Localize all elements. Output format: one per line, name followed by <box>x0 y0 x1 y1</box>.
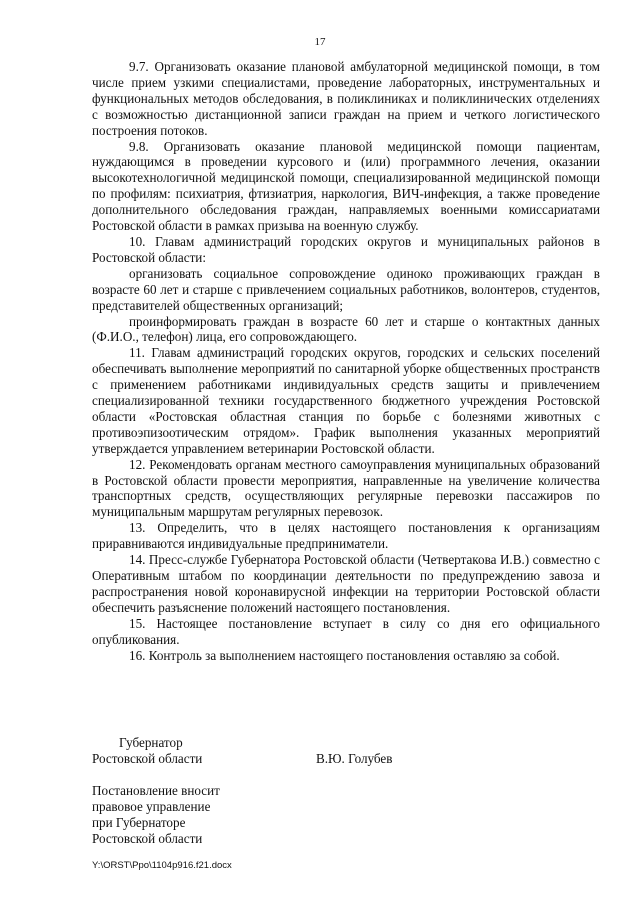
note-line-4: Ростовской области <box>92 831 203 846</box>
paragraph-9-8: 9.8. Организовать оказание плановой медицинской помощи пациентам, нуждающимся в проведении курсового и (или) программного лечения, оказании высокотехнологичной медицинской помощи, специализированной медицинской помощи по профилям: психиатрия, фтизиатрия, наркология, ВИЧ-инфекция, а также проведение дополнительного обследования граждан, направляемых военными комиссариатами Ростовской области в рамках призыва на военную службу. <box>92 138 600 234</box>
note-line-2: правовое управление <box>92 799 211 814</box>
signature-title-line-1: Губернатор <box>119 735 183 750</box>
note-line-1: Постановление вносит <box>92 783 220 798</box>
paragraph-10: 10. Главам администраций городских округов и муниципальных районов в Ростовской области: <box>92 233 600 265</box>
submitted-by-note <box>92 783 220 847</box>
paragraph-9-7: 9.7. Организовать оказание плановой амбулаторной медицинской помощи, в том числе прием узкими специалистами, проведение лабораторных, инструментальных и функциональных методов обследования, в поликлиниках и поликлинических отделениях с возможностью дистанционной записи граждан на прием и четкого логистического построения потоков. <box>92 59 600 138</box>
page-number: 17 <box>314 36 326 48</box>
paragraph-14: 14. Пресс-службе Губернатора Ростовской области (Четвертакова И.В.) совместно с Оперативным штабом по координации деятельности по предупреждению завоза и распространения новой коронавирусной инфекции на территории Ростовской области обеспечить разъяснение положений настоящего постановления. <box>92 552 600 615</box>
paragraph-16: 16. Контроль за выполнением настоящего постановления оставляю за собой. <box>129 647 560 663</box>
signature-title-line-2: Ростовской области <box>92 751 203 766</box>
paragraph-11: 11. Главам администраций городских округов, городских и сельских поселений обеспечивать выполнение мероприятий по санитарной уборке общественных пространств с применением работниками индивидуальных средств защиты и привлечением специализированной техники государственного бюджетного учреждения Ростовской области «Ростовская областная станция по борьбе с болезнями животных с противоэпизоотическим отрядом». График выполнения указанных мероприятий утверждается управлением ветеринарии Ростовской области. <box>92 345 600 456</box>
note-line-3: при Губернаторе <box>92 815 186 830</box>
paragraph-12: 12. Рекомендовать органам местного самоуправления муниципальных образований в Ростовской области провести мероприятия, направленные на увеличение количества транспортных средств, осуществляющих регулярные перевозки пассажиров по муниципальным маршрутам регулярных перевозок. <box>92 456 600 520</box>
paragraph-13: 13. Определить, что в целях настоящего постановления к организациям приравниваются индивидуальные предприниматели. <box>92 520 600 552</box>
paragraph-10-item-2: проинформировать граждан в возрасте 60 лет и старше о контактных данных (Ф.И.О., телефон) лица, его сопровождающего. <box>92 313 600 345</box>
document-body <box>92 59 600 663</box>
signature-name: В.Ю. Голубев <box>316 751 393 766</box>
paragraph-15: 15. Настоящее постановление вступает в силу со дня его официального опубликования. <box>92 615 600 647</box>
signature-title <box>92 735 202 767</box>
file-path-footer: Y:\ORST\Ppo\1104p916.f21.docx <box>92 860 232 871</box>
paragraph-10-item-1: организовать социальное сопровождение одиноко проживающих граждан в возрасте 60 лет и старше с привлечением социальных работников, волонтеров, студентов, представителей общественных организаций; <box>92 265 600 313</box>
